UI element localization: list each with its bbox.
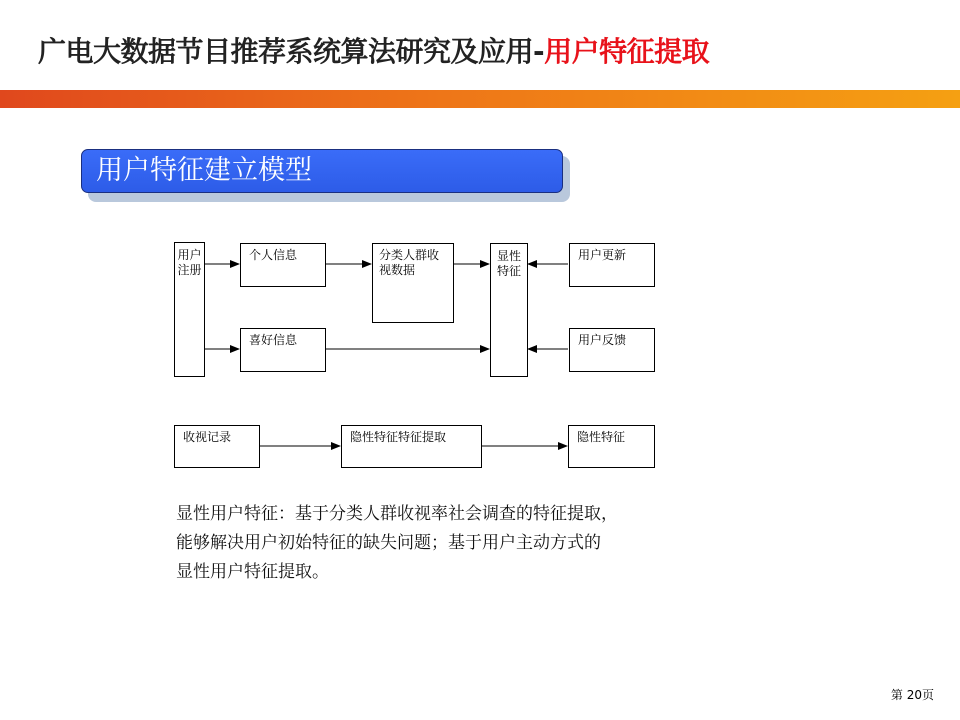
- implicit-feature-box: 隐性特征: [568, 425, 655, 468]
- description-line-1: 显性用户特征：基于分类人群收视率社会调查的特征提取，: [176, 504, 618, 524]
- title-accent: 用户特征提取: [544, 35, 710, 68]
- hobby-info-box: 喜好信息: [240, 328, 326, 372]
- title-main: 广电大数据节目推荐系统算法研究及应用-: [38, 35, 545, 68]
- description-line-2: 能够解决用户初始特征的缺失问题；基于用户主动方式的: [176, 533, 601, 553]
- group-viewing-data-box: 分类人群收视数据: [372, 243, 454, 323]
- user-register-box: 用户注册: [174, 242, 205, 377]
- user-feedback-box: 用户反馈: [569, 328, 655, 372]
- viewing-record-box: 收视记录: [174, 425, 260, 468]
- implicit-extraction-box: 隐性特征特征提取: [341, 425, 482, 468]
- description-text: [176, 500, 736, 587]
- explicit-feature-box: 显性特征: [490, 243, 528, 377]
- personal-info-box: 个人信息: [240, 243, 326, 287]
- page-number: 第 20页: [890, 688, 934, 702]
- section-badge: 用户特征建立模型: [81, 149, 563, 193]
- description-line-3: 显性用户特征提取。: [176, 562, 329, 582]
- user-update-box: 用户更新: [569, 243, 655, 287]
